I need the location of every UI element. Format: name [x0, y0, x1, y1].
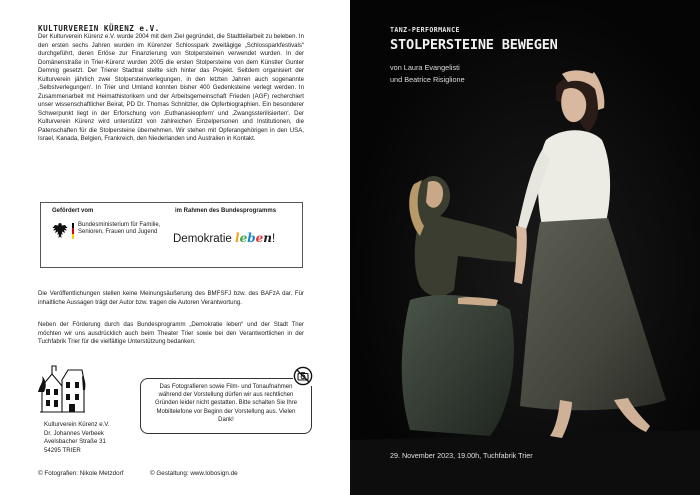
eagle-icon	[52, 222, 68, 240]
no-camera-icon	[293, 366, 313, 386]
club-description: Der Kulturverein Kürenz e.V. wurde 2004 mit dem Ziel gegründet, die Stadtteilarbeit zu beleben. In den ersten sechs Jahren wurden im Kürenzer Schlosspark zweitägige „Schlossparkfestivals“ durchgeführt, deren Erlöse zur Finanzierung von Stolpersteinen verwendet wurden. In der Domänenstraße in Trier-Kürenz wurden 2005 die ersten Stolpersteine von dem Künstler Gunter Demnig gesetzt. Der Trierer Stadtrat stellte sich hinter das Projekt. Seitdem organisiert der Kulturverein jährlich zwei Stolpersteinverlegungen, in den letzten Jahren auch sogenannte ‚Selbstverlegungen‘. In Trier und Umland konnten bisher 400 Gedenksteine verlegt werden. In Zusammenarbeit mit Heimathistorikern und der Arbeitsgemeinschaft Frieden (AGF) recherchiert unser wissenschaftlicher Beirat, PD Dr. Thomas Schnitzler, die Opferbiographien. Ein besonderer Schwerpunkt liegt in der Erforschung von ‚Euthanasieopfern‘ und ‚Zwangssterilisierten‘. Der Kulturverein Kürenz wird unterstützt von zahlreichen Einzelpersonen und Institutionen, die Patenschaften für die Stolpersteine übernehmen. Wir stehen mit Opferangehörigen in den USA, Israel, Kanada, Belgien, Frankreich, den Niederlanden und Australien in Kontakt.	[38, 33, 304, 142]
event-title: STOLPERSTEINE BEWEGEN	[390, 37, 558, 53]
right-page	[350, 0, 700, 495]
demokratie-leben-logo	[173, 231, 275, 245]
address-line: Dr. Johannes Verbeek	[44, 429, 104, 437]
logo-letter: e	[255, 231, 264, 245]
logo-word-demokratie: Demokratie	[173, 233, 235, 245]
no-recording-notice: Das Fotografieren sowie Film- und Tonaufnahmen während der Vorstellung dürfen wir aus rechtlichen Gründen leider nicht gestatten. Bitte schalten Sie Ihre Mobiltelefone vor Beginn der Vorstellung aus. Vielen Dank!	[140, 378, 312, 434]
logo-letter: b	[247, 231, 256, 245]
club-heading: KULTURVEREIN KÜRENZ e.V.	[38, 24, 160, 33]
club-address	[44, 421, 110, 455]
acknowledgement-text: Neben der Förderung durch das Bundesprogramm „Demokratie leben“ und der Stadt Trier möchten wir uns ausdrücklich auch beim Theater Trier sowie bei den Verantwortlichen in der Tuchfabrik Trier für die vielfältige Unterstützung bedanken.	[38, 321, 304, 345]
design-credit: © Gestaltung: www.lobosign.de	[150, 470, 238, 477]
address-line: 54295 TRIER	[44, 446, 81, 454]
address-line: Avelsbacher Straße 31	[44, 438, 106, 446]
event-kicker: TANZ-PERFORMANCE	[390, 26, 460, 34]
logo-letter: l	[235, 231, 240, 245]
photo-credit: © Fotografien: Nikole Metzdorf	[38, 470, 124, 477]
event-authors	[390, 62, 465, 85]
german-flag-bar	[72, 223, 74, 239]
logo-letter: e	[239, 231, 248, 245]
program-label: im Rahmen des Bundesprogramms	[175, 208, 277, 214]
disclaimer-text: Die Veröffentlichungen stellen keine Meinungsäußerung des BMFSFJ bzw. des BAFzA dar. Für inhaltliche Aussagen trägt der Autor bzw. tragen die Autoren Verantwortung.	[38, 290, 304, 306]
funded-by-label: Gefördert vom	[52, 208, 94, 214]
event-date: 29. November 2023, 19.00h, Tuchfabrik Trier	[390, 451, 533, 460]
authors-line: von Laura Evangelisti	[390, 63, 460, 72]
funding-box	[40, 202, 303, 268]
logo-exclamation: !	[271, 233, 276, 245]
ministry-name: Bundesministerium für Familie, Senioren, Frauen und Jugend	[78, 222, 161, 236]
authors-line: und Beatrice Risiglione	[390, 74, 465, 84]
address-line: Kulturverein Kürenz e.V.	[44, 421, 110, 428]
logo-letter: n	[263, 231, 272, 245]
house-drawing-icon	[38, 362, 86, 414]
